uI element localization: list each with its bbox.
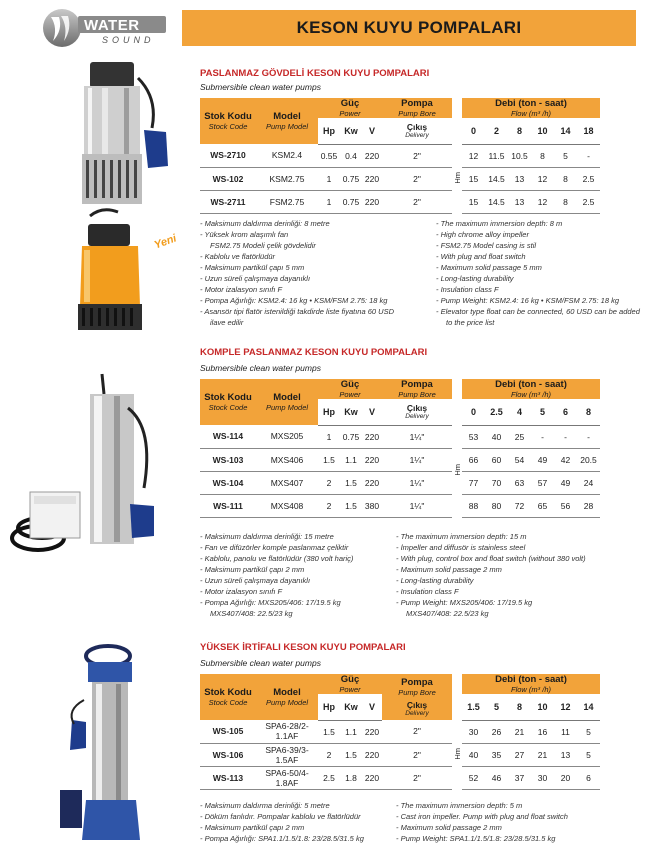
- note-item: - Maksimum daldırma derinliği: 8 metre: [200, 218, 394, 229]
- note-item: - Maksimum daldırma derinliği: 15 metre: [200, 531, 353, 542]
- table-row: WS-102 KSM2.75 1 0.75 220 2" 15 14.5 13 12 8 2.5: [200, 167, 600, 190]
- col-stock-code: Stok Kodu Stock Code: [200, 674, 256, 720]
- note-item: - Maximum solid passage 2 mm: [396, 564, 586, 575]
- col-pump: Pompa Pump Bore Çıkış Delivery: [382, 674, 452, 720]
- table-row: WS-114 MXS205 1 0.75 220 1¼" Hm 53 40 25 - - -: [200, 425, 600, 448]
- brand-logo: [42, 8, 170, 48]
- note-item: MXS407/408: 22.5/23 kg: [210, 609, 293, 618]
- note-item: - Maximum solid passage 2 mm: [396, 822, 568, 833]
- flow-col: 1.5: [462, 694, 485, 720]
- note-item: - Kablolu ve flatörlüdür: [200, 251, 394, 262]
- note-item: - FSM2.75 Model casing is stil: [436, 240, 640, 251]
- flow-col: 8: [508, 118, 531, 144]
- col-hp: Hp: [318, 694, 340, 720]
- col-outlet: Çıkış Delivery: [382, 118, 452, 144]
- note-item: MXS407/408: 22.5/23 kg: [406, 609, 489, 618]
- note-item: - With plug and float switch: [436, 251, 640, 262]
- flow-col: 8: [577, 399, 600, 425]
- note-item: - Pump Weight: SPA1.1/1.5/1.8: 23/28.5/31.5 kg: [396, 833, 568, 844]
- section-title: YÜKSEK İRTİFALI KESON KUYU POMPALARI: [200, 642, 406, 653]
- col-hp: Hp: [318, 118, 340, 144]
- section-subtitle: Submersible clean water pumps: [200, 363, 321, 373]
- notes-tr: [200, 218, 394, 328]
- col-flow: Debi (ton - saat) Flow (m³ /h): [462, 379, 600, 399]
- flow-col: 12: [554, 694, 577, 720]
- notes-tr: [200, 531, 353, 619]
- pump-image-stainless: [68, 58, 178, 208]
- spec-table-stainless: [200, 98, 600, 214]
- spec-table-high-altitude: [200, 674, 600, 790]
- notes-en: [396, 531, 586, 619]
- hm-label: Hm: [452, 747, 462, 760]
- table-row: WS-2711 FSM2.75 1 0.75 220 2" 15 14.5 13 12 8 2.5: [200, 190, 600, 213]
- col-outlet: Çıkış Delivery: [382, 399, 452, 425]
- col-v: V: [362, 694, 382, 720]
- hm-label: Hm: [452, 464, 462, 476]
- notes-en: [436, 218, 640, 328]
- note-item: - Uzun süreli çalışmaya dayanıklı: [200, 575, 353, 586]
- flow-col: 5: [531, 399, 554, 425]
- note-item: - The maximum immersion depth: 15 m: [396, 531, 586, 542]
- note-item: - Fan ve difüzörler komple paslanmaz çeliktir: [200, 542, 353, 553]
- flow-col: 10: [531, 118, 554, 144]
- col-stock-code: Stok Kodu Stock Code: [200, 98, 256, 144]
- col-hp: Hp: [318, 399, 340, 425]
- note-item: - İmpeller and diffusör is stainless steel: [396, 542, 586, 553]
- note-item: - The maximum immersion depth: 8 m: [436, 218, 640, 229]
- spec-table-full-stainless: [200, 379, 600, 518]
- section-subtitle: Submersible clean water pumps: [200, 658, 321, 668]
- note-item: - Asansör tipi flatör istenildiği takdirde liste fiyatına 60 USD: [200, 306, 394, 317]
- brand-sub: SOUND: [102, 35, 155, 45]
- table-row: WS-113 SPA6-50/4-1.8AF 2.5 1.8 220 2" 52 46 37 30 20 6: [200, 766, 600, 789]
- note-item: - Pompa Ağırlığı: KSM2.4: 16 kg • KSM/FSM 2.75: 18 kg: [200, 295, 394, 306]
- flow-col: 10: [531, 694, 554, 720]
- flow-col: 8: [508, 694, 531, 720]
- note-item: - Long-lasting durability: [436, 273, 640, 284]
- flow-col: 14: [577, 694, 600, 720]
- note-item: - Cast iron impeller. Pump with plug and float switch: [396, 811, 568, 822]
- flow-col: 5: [485, 694, 508, 720]
- notes-tr: [200, 800, 364, 844]
- note-item: to the price list: [446, 318, 495, 327]
- flow-col: 4: [508, 399, 531, 425]
- note-item: ilave edilir: [210, 318, 244, 327]
- table-row: WS-105 SPA6-28/2-1.1AF 1.5 1.1 220 2" Hm 30 26 21 16 11 5: [200, 720, 600, 743]
- note-item: - Maksimum partikül çapı 5 mm: [200, 262, 394, 273]
- note-item: - Maximum solid passage 5 mm: [436, 262, 640, 273]
- section-title: PASLANMAZ GÖVDELİ KESON KUYU POMPALARI: [200, 68, 430, 79]
- table-row: WS-106 SPA6-39/3-1.5AF 2 1.5 220 2" 40 35 27 21 13 5: [200, 743, 600, 766]
- note-item: - Motor izalasyon sınıfı F: [200, 586, 353, 597]
- note-item: - Long-lasting durability: [396, 575, 586, 586]
- flow-col: 2.5: [485, 399, 508, 425]
- note-item: - Pump Weight: MXS205/406: 17/19.5 kg: [396, 597, 586, 608]
- col-model: Model Pump Model: [256, 98, 318, 144]
- note-item: - Kablolu, panolu ve flatörlüdür (380 volt hariç): [200, 553, 353, 564]
- flow-col: 2: [485, 118, 508, 144]
- note-item: FSM2.75 Modeli çelik gövdelidir: [210, 241, 316, 250]
- note-item: - Motor izalasyon sınıfı F: [200, 284, 394, 295]
- note-item: - Yüksek krom alaşımlı fan: [200, 229, 394, 240]
- note-item: - Maksimum daldırma derinliği: 5 metre: [200, 800, 364, 811]
- col-flow: Debi (ton - saat) Flow (m³ /h): [462, 674, 600, 694]
- col-kw: Kw: [340, 118, 362, 144]
- page-title-bar: [182, 10, 636, 46]
- table-row: WS-2710 KSM2.4 0.55 0.4 220 2" Hm 12 11.5 10.5 8 5 -: [200, 144, 600, 167]
- pump-image-full-stainless: [8, 368, 184, 556]
- flow-col: 6: [554, 399, 577, 425]
- col-v: V: [362, 118, 382, 144]
- note-item: - Insulation class F: [436, 284, 640, 295]
- note-item: - The maximum immersion depth: 5 m: [396, 800, 568, 811]
- note-item: - High chrome alloy impeller: [436, 229, 640, 240]
- pump-image-high-altitude: [56, 640, 184, 850]
- col-pump: Pompa Pump Bore: [382, 98, 452, 118]
- col-power: Güç Power: [318, 379, 382, 399]
- table-row: WS-104 MXS407 2 1.5 220 1¼" 77 70 63 57 49 24: [200, 471, 600, 494]
- col-power: Güç Power: [318, 674, 382, 694]
- note-item: - Pompa Ağırlığı: MXS205/406: 17/19.5 kg: [200, 597, 353, 608]
- page-title: KESON KUYU POMPALARI: [296, 18, 522, 37]
- col-kw: Kw: [340, 694, 362, 720]
- note-item: - Insulation class F: [396, 586, 586, 597]
- col-flow: Debi (ton - saat) Flow (m³ /h): [462, 98, 600, 118]
- flow-col: 0: [462, 118, 485, 144]
- flow-col: 14: [554, 118, 577, 144]
- new-badge: Yeni: [152, 232, 179, 252]
- note-item: - With plug, control box and float switch (without 380 volt): [396, 553, 586, 564]
- col-stock-code: Stok Kodu Stock Code: [200, 379, 256, 425]
- flow-col: 0: [462, 399, 485, 425]
- col-model: Model Pump Model: [256, 379, 318, 425]
- brand-name: WATER: [84, 17, 140, 34]
- note-item: - Maksimum partikül çapı 2 mm: [200, 564, 353, 575]
- col-pump: Pompa Pump Bore: [382, 379, 452, 399]
- notes-en: [396, 800, 568, 844]
- note-item: - Maksimum partikül çapı 2 mm: [200, 822, 364, 833]
- note-item: - Döküm fanlıdır. Pompalar kablolu ve flatörlüdür: [200, 811, 364, 822]
- table-row: WS-111 MXS408 2 1.5 380 1¼" 88 80 72 65 56 28: [200, 494, 600, 517]
- note-item: - Pump Weight: KSM2.4: 16 kg • KSM/FSM 2.75: 18 kg: [436, 295, 640, 306]
- hm-label: Hm: [452, 171, 462, 184]
- col-model: Model Pump Model: [256, 674, 318, 720]
- col-kw: Kw: [340, 399, 362, 425]
- table-row: WS-103 MXS406 1.5 1.1 220 1¼" 66 60 54 49 42 20.5: [200, 448, 600, 471]
- section-title: KOMPLE PASLANMAZ KESON KUYU POMPALARI: [200, 347, 428, 358]
- note-item: - Elevator type float can be connected, 60 USD can be added: [436, 306, 640, 317]
- note-item: - Pompa Ağırlığı: SPA1.1/1.5/1.8: 23/28.5/31.5 kg: [200, 833, 364, 844]
- pump-image-orange: [62, 206, 180, 334]
- section-subtitle: Submersible clean water pumps: [200, 82, 321, 92]
- col-power: Güç Power: [318, 98, 382, 118]
- col-v: V: [362, 399, 382, 425]
- flow-col: 18: [577, 118, 600, 144]
- note-item: - Uzun süreli çalışmaya dayanıklı: [200, 273, 394, 284]
